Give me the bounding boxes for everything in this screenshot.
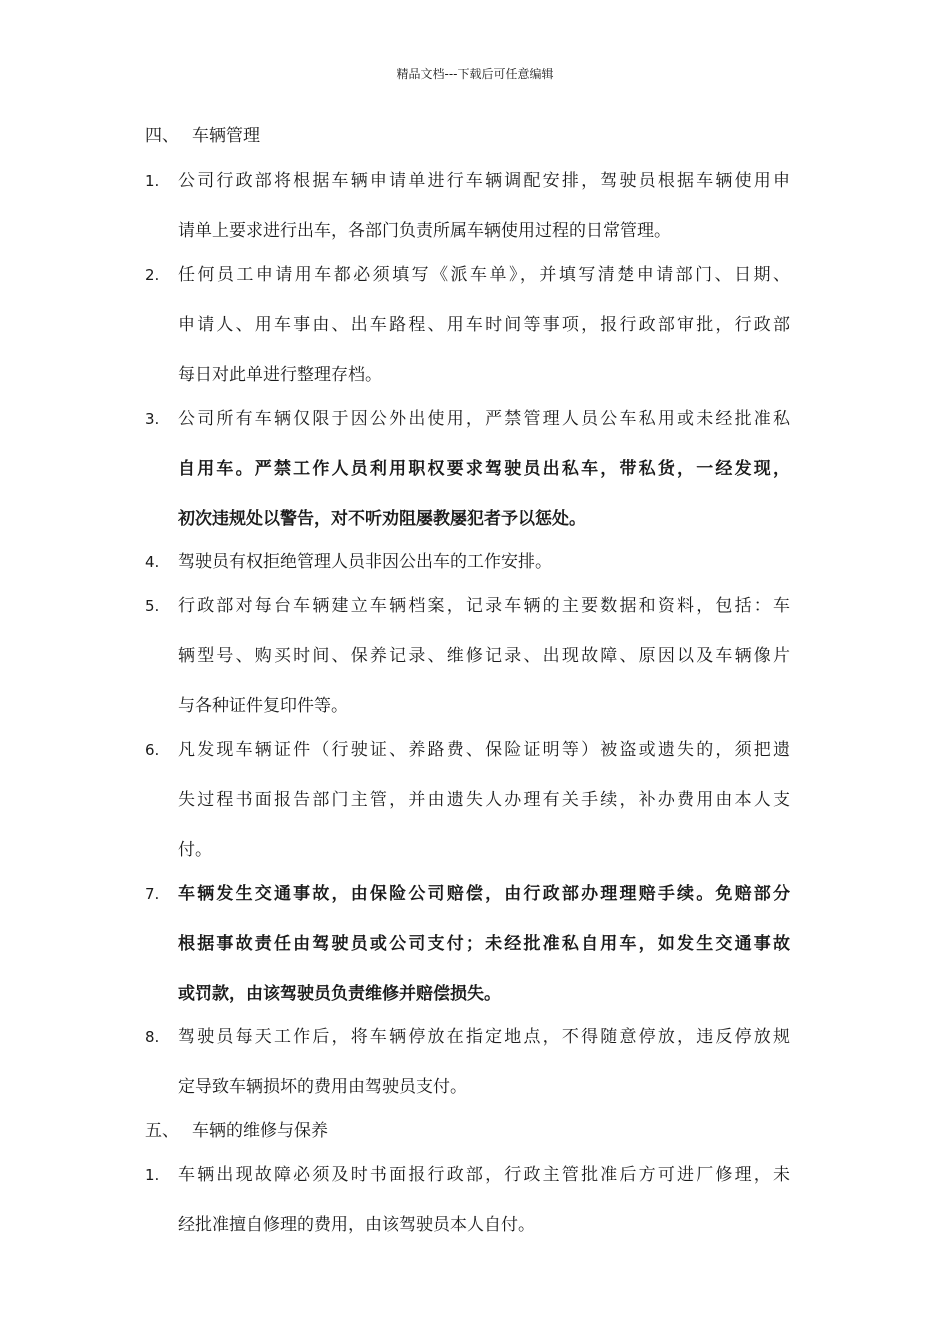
paragraph-line: 辆型号、购买时间、保养记录、维修记录、出现故障、原因以及车辆像片 bbox=[178, 646, 790, 666]
list-item-number: 7. bbox=[145, 885, 160, 903]
list-item-number: 4. bbox=[145, 553, 160, 571]
section-title: 车辆管理 bbox=[192, 126, 260, 146]
paragraph-line: 公司行政部将根据车辆申请单进行车辆调配安排，驾驶员根据车辆使用申 bbox=[178, 171, 790, 191]
paragraph-line: 车辆出现故障必须及时书面报行政部，行政主管批准后方可进厂修理，未 bbox=[178, 1165, 790, 1185]
paragraph-line: 驾驶员每天工作后，将车辆停放在指定地点，不得随意停放，违反停放规 bbox=[178, 1027, 790, 1047]
list-item-number: 1. bbox=[145, 1166, 160, 1184]
paragraph-line: 根据事故责任由驾驶员或公司支付；未经批准私自用车，如发生交通事故 bbox=[178, 934, 790, 954]
list-item-number: 3. bbox=[145, 410, 160, 428]
paragraph-line: 行政部对每台车辆建立车辆档案，记录车辆的主要数据和资料，包括：车 bbox=[178, 596, 790, 616]
paragraph-line: 请单上要求进行出车，各部门负责所属车辆使用过程的日常管理。 bbox=[178, 221, 671, 241]
paragraph-line: 驾驶员有权拒绝管理人员非因公出车的工作安排。 bbox=[178, 552, 552, 572]
list-item-number: 1. bbox=[145, 172, 160, 190]
paragraph-line: 失过程书面报告部门主管，并由遗失人办理有关手续，补办费用由本人支 bbox=[178, 790, 790, 810]
paragraph-line: 每日对此单进行整理存档。 bbox=[178, 365, 382, 385]
paragraph-line: 申请人、用车事由、出车路程、用车时间等事项，报行政部审批，行政部 bbox=[178, 315, 790, 335]
list-item-number: 6. bbox=[145, 741, 160, 759]
paragraph-line: 凡发现车辆证件（行驶证、养路费、保险证明等）被盗或遗失的，须把遗 bbox=[178, 740, 790, 760]
paragraph-line: 定导致车辆损坏的费用由驾驶员支付。 bbox=[178, 1077, 467, 1097]
list-item-number: 5. bbox=[145, 597, 160, 615]
paragraph-line: 任何员工申请用车都必须填写《派车单》，并填写清楚申请部门、日期、 bbox=[178, 265, 790, 285]
list-item-number: 2. bbox=[145, 266, 160, 284]
paragraph-line: 自用车。严禁工作人员利用职权要求驾驶员出私车，带私货，一经发现， bbox=[178, 459, 790, 479]
section-title: 车辆的维修与保养 bbox=[192, 1121, 328, 1141]
paragraph-line: 付。 bbox=[178, 840, 212, 860]
page-header: 精品文档---下载后可任意编辑 bbox=[396, 67, 554, 81]
paragraph-line: 与各种证件复印件等。 bbox=[178, 696, 348, 716]
section-number: 四、 bbox=[145, 126, 179, 146]
section-heading-4 bbox=[145, 125, 260, 147]
paragraph-line: 公司所有车辆仅限于因公外出使用，严禁管理人员公车私用或未经批准私 bbox=[178, 409, 790, 429]
paragraph-line: 初次违规处以警告，对不听劝阻屡教屡犯者予以惩处。 bbox=[178, 509, 586, 529]
paragraph-line: 车辆发生交通事故，由保险公司赔偿，由行政部办理理赔手续。免赔部分 bbox=[178, 884, 790, 904]
section-heading-5 bbox=[145, 1120, 328, 1142]
section-number: 五、 bbox=[145, 1121, 179, 1141]
list-item-number: 8. bbox=[145, 1028, 160, 1046]
paragraph-line: 或罚款，由该驾驶员负责维修并赔偿损失。 bbox=[178, 984, 501, 1004]
paragraph-line: 经批准擅自修理的费用，由该驾驶员本人自付。 bbox=[178, 1215, 535, 1235]
